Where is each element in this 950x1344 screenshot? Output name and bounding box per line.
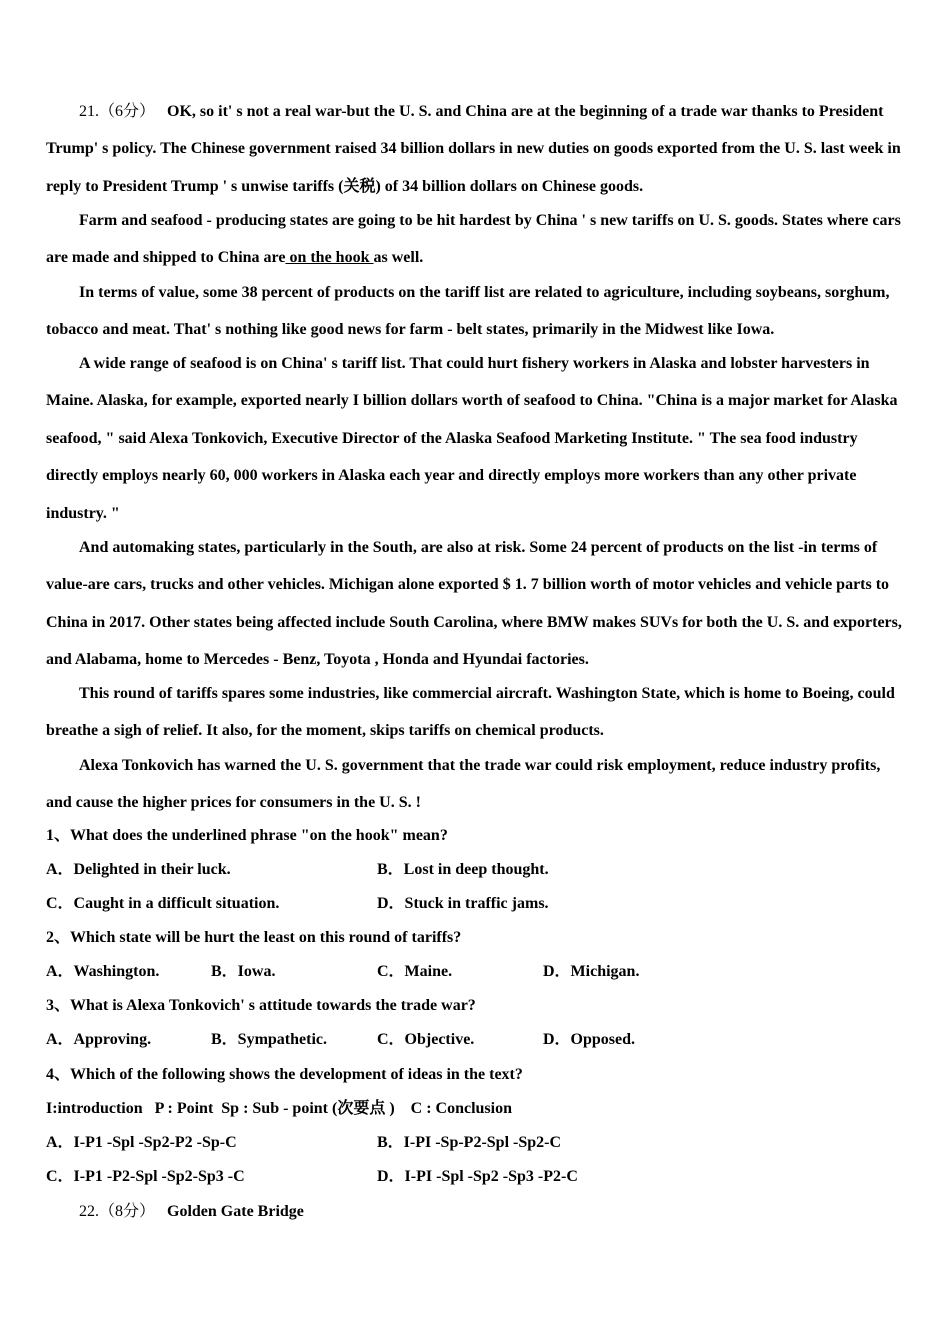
question-1-option-c[interactable]: C．Caught in a difficult situation.: [46, 895, 280, 912]
question-3-option-d[interactable]: D．Opposed.: [543, 1031, 636, 1048]
underlined-phrase: on the hook: [285, 249, 374, 267]
question-4-stem: 4、Which of the following shows the development of ideas in the text?: [46, 1066, 523, 1083]
question-22-heading: [79, 1202, 304, 1222]
question-number-22: 22.（8分）: [79, 1203, 156, 1220]
passage-paragraph-6: This round of tariffs spares some industries, like commercial aircraft. Washington State, which is home to Boeing, could breathe a sigh of relief. It also, for the moment, skips tariffs on chemical products.: [46, 685, 895, 740]
question-2-option-a[interactable]: A．Washington.: [46, 963, 160, 980]
passage-paragraph-3: In terms of value, some 38 percent of products on the tariff list are related to agriculture, including soybeans, sorghum, tobacco and meat. That' s nothing like good news for farm - belt states, primarily in the Midwest like Iowa.: [46, 284, 890, 339]
question-2-option-c[interactable]: C．Maine.: [377, 963, 453, 980]
passage-paragraph-2: Farm and seafood - producing states are going to be hit hardest by China ' s new tariffs on U. S. goods. States where cars are made and shipped to China are on the hook as well.: [46, 212, 901, 267]
passage-paragraph-7: Alexa Tonkovich has warned the U. S. government that the trade war could risk employment, reduce industry profits, and cause the higher prices for consumers in the U. S. !: [46, 757, 881, 812]
question-4-legend: I:introduction P : Point Sp : Sub - point (次要点 ) C : Conclusion: [46, 1100, 513, 1117]
question-3-option-b[interactable]: B．Sympathetic.: [211, 1031, 328, 1048]
passage-paragraph-1: 21.（6分） OK, so it' s not a real war-but the U. S. and China are at the beginning of a trade war thanks to President Trump' s policy. The Chinese government raised 34 billion dollars in new duties on goods exported from the U. S. last week in reply to President Trump ' s unwise tariffs (关税) of 34 billion dollars on Chinese goods.: [46, 103, 901, 195]
question-1-option-b[interactable]: B．Lost in deep thought.: [377, 861, 549, 878]
question-1-stem: 1、What does the underlined phrase "on the hook" mean?: [46, 827, 448, 844]
question-3-option-a[interactable]: A．Approving.: [46, 1031, 152, 1048]
question-2-stem: 2、Which state will be hurt the least on this round of tariffs?: [46, 929, 462, 946]
question-22-title: Golden Gate Bridge: [167, 1203, 304, 1220]
passage-paragraph-5: And automaking states, particularly in the South, are also at risk. Some 24 percent of products on the list -in terms of value-are cars, trucks and other vehicles. Michigan alone exported $ 1. 7 billion worth of motor vehicles and vehicle parts to China in 2017. Other states being affected include South Carolina, where BMW makes SUVs for both the U. S. and exporters, and Alabama, home to Mercedes - Benz, Toyota , Honda and Hyundai factories.: [46, 539, 902, 669]
question-4-option-a[interactable]: A．I-P1 -Spl -Sp2-P2 -Sp-C: [46, 1134, 237, 1151]
question-4-option-d[interactable]: D．I-PI -Spl -Sp2 -Sp3 -P2-C: [377, 1168, 578, 1185]
question-number-21: 21.（6分）: [79, 103, 156, 120]
question-2-option-d[interactable]: D．Michigan.: [543, 963, 640, 980]
passage-paragraph-4: A wide range of seafood is on China' s tariff list. That could hurt fishery workers in Alaska and lobster harvesters in Maine. Alaska, for example, exported nearly I billion dollars worth of seafood to China. "China is a major market for Alaska seafood, " said Alexa Tonkovich, Executive Director of the Alaska Seafood Marketing Institute. " The sea food industry directly employs nearly 60, 000 workers in Alaska each year and directly employs more workers than any other private industry. ": [46, 355, 898, 522]
question-4-option-b[interactable]: B．I-PI -Sp-P2-Spl -Sp2-C: [377, 1134, 562, 1151]
question-2-option-b[interactable]: B．Iowa.: [211, 963, 276, 980]
question-1-option-a[interactable]: A．Delighted in their luck.: [46, 861, 231, 878]
question-3-stem: 3、What is Alexa Tonkovich' s attitude towards the trade war?: [46, 997, 476, 1014]
question-1-option-d[interactable]: D．Stuck in traffic jams.: [377, 895, 549, 912]
question-3-option-c[interactable]: C．Objective.: [377, 1031, 475, 1048]
question-4-option-c[interactable]: C．I-P1 -P2-Spl -Sp2-Sp3 -C: [46, 1168, 245, 1185]
